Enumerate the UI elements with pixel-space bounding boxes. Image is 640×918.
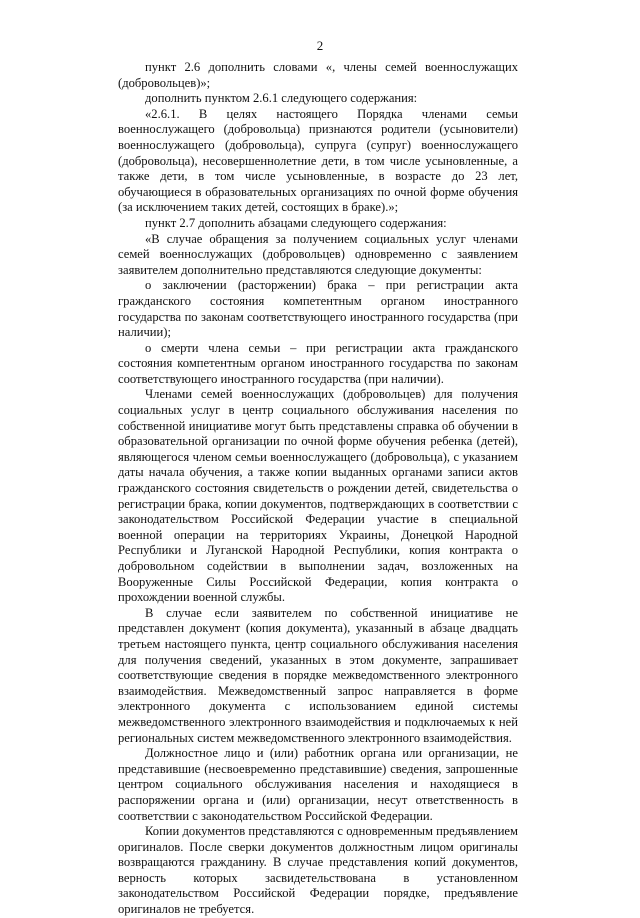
document-body	[118, 60, 518, 918]
paragraph-amend-2-7: пункт 2.7 дополнить абзацами следующего содержания:	[145, 215, 447, 230]
paragraph-death-document: о смерти члена семьи – при регистрации акта гражданского состояния компетентным органом иностранного государства по законам соответствующего иностранного государства (при наличии).	[118, 340, 518, 386]
paragraph-originals: Копии документов представляются с одновременным предъявлением оригиналов. После сверки документов должностным лицом оригиналы возвращаются гражданину. В случае представления копий документов, верность которых засвидетельствована в установленном законодательством Российской Федерации порядке, предъявление оригиналов не требуется.	[118, 824, 518, 917]
paragraph-amend-2-6: пункт 2.6 дополнить словами «, члены семей военнослужащих (добровольцев)»;	[118, 60, 518, 90]
paragraph-documents-intro: «В случае обращения за получением социальных услуг членами семей военнослужащих (добровольцев) одновременно с заявлением заявителем дополнительно представляются следующие документы:	[118, 231, 518, 277]
paragraph-marriage-document: о заключении (расторжении) брака – при регистрации акта гражданского состояния компетентным органом иностранного государства по законам соответствующего иностранного государства (при наличии);	[118, 278, 518, 340]
paragraph-interagency-request: В случае если заявителем по собственной инициативе не представлен документ (копия документа), указанный в абзаце двадцать третьем настоящего пункта, центр социального обслуживания населения для получения сведений, указанных в этом документе, запрашивает соответствующие сведения в порядке межведомственного электронного взаимодействия. Межведомственный запрос направляется в форме электронного документа с использованием единой системы межведомственного электронного взаимодействия и подключаемых к ней региональных систем межведомственного электронного взаимодействия.	[118, 605, 518, 745]
paragraph-responsibility: Должностное лицо и (или) работник органа или организации, не представившие (несвоевременно представившие) сведения, запрошенные центром социального обслуживания населения и находящиеся в распоряжении органа и (или) организации, несут ответственность в соответствии с законодательством Российской Федерации.	[118, 746, 518, 823]
page-number: 2	[316, 38, 324, 53]
paragraph-optional-documents: Членами семей военнослужащих (добровольцев) для получения социальных услуг в центр социального обслуживания населения по собственной инициативе могут быть представлены справка об обучении в образовательной организации по очной форме обучения ребенка (детей), являющегося членом семьи военнослужащего (добровольца), с указанием даты начала обучения, а также копии выданных органами записи актов гражданского состояния свидетельств о рождении детей, свидетельства о регистрации брака, копии документов, подтверждающих в соответствии с законодательством Российской Федерации участие в специальной военной операции на территориях Украины, Донецкой Народной Республики и Луганской Народной Республики, копия контракта о добровольном содействии в выполнении задач, возложенных на Вооруженные Силы Российской Федерации, копия контракта о прохождении военной службы.	[118, 387, 518, 605]
paragraph-add-2-6-1: дополнить пунктом 2.6.1 следующего содержания:	[145, 91, 418, 106]
paragraph-2-6-1-text: «2.6.1. В целях настоящего Порядка членами семьи военнослужащего (добровольца) признаются родители (усыновители) военнослужащего (добровольца), супруга (супруг) военнослужащего (добровольца), несовершеннолетние дети, в том числе усыновленные, а также дети, в том числе усыновленные, в возрасте до 23 лет, обучающиеся в образовательных организациях по очной форме обучения (за исключением таких детей, состоящих в браке).»;	[118, 106, 518, 215]
